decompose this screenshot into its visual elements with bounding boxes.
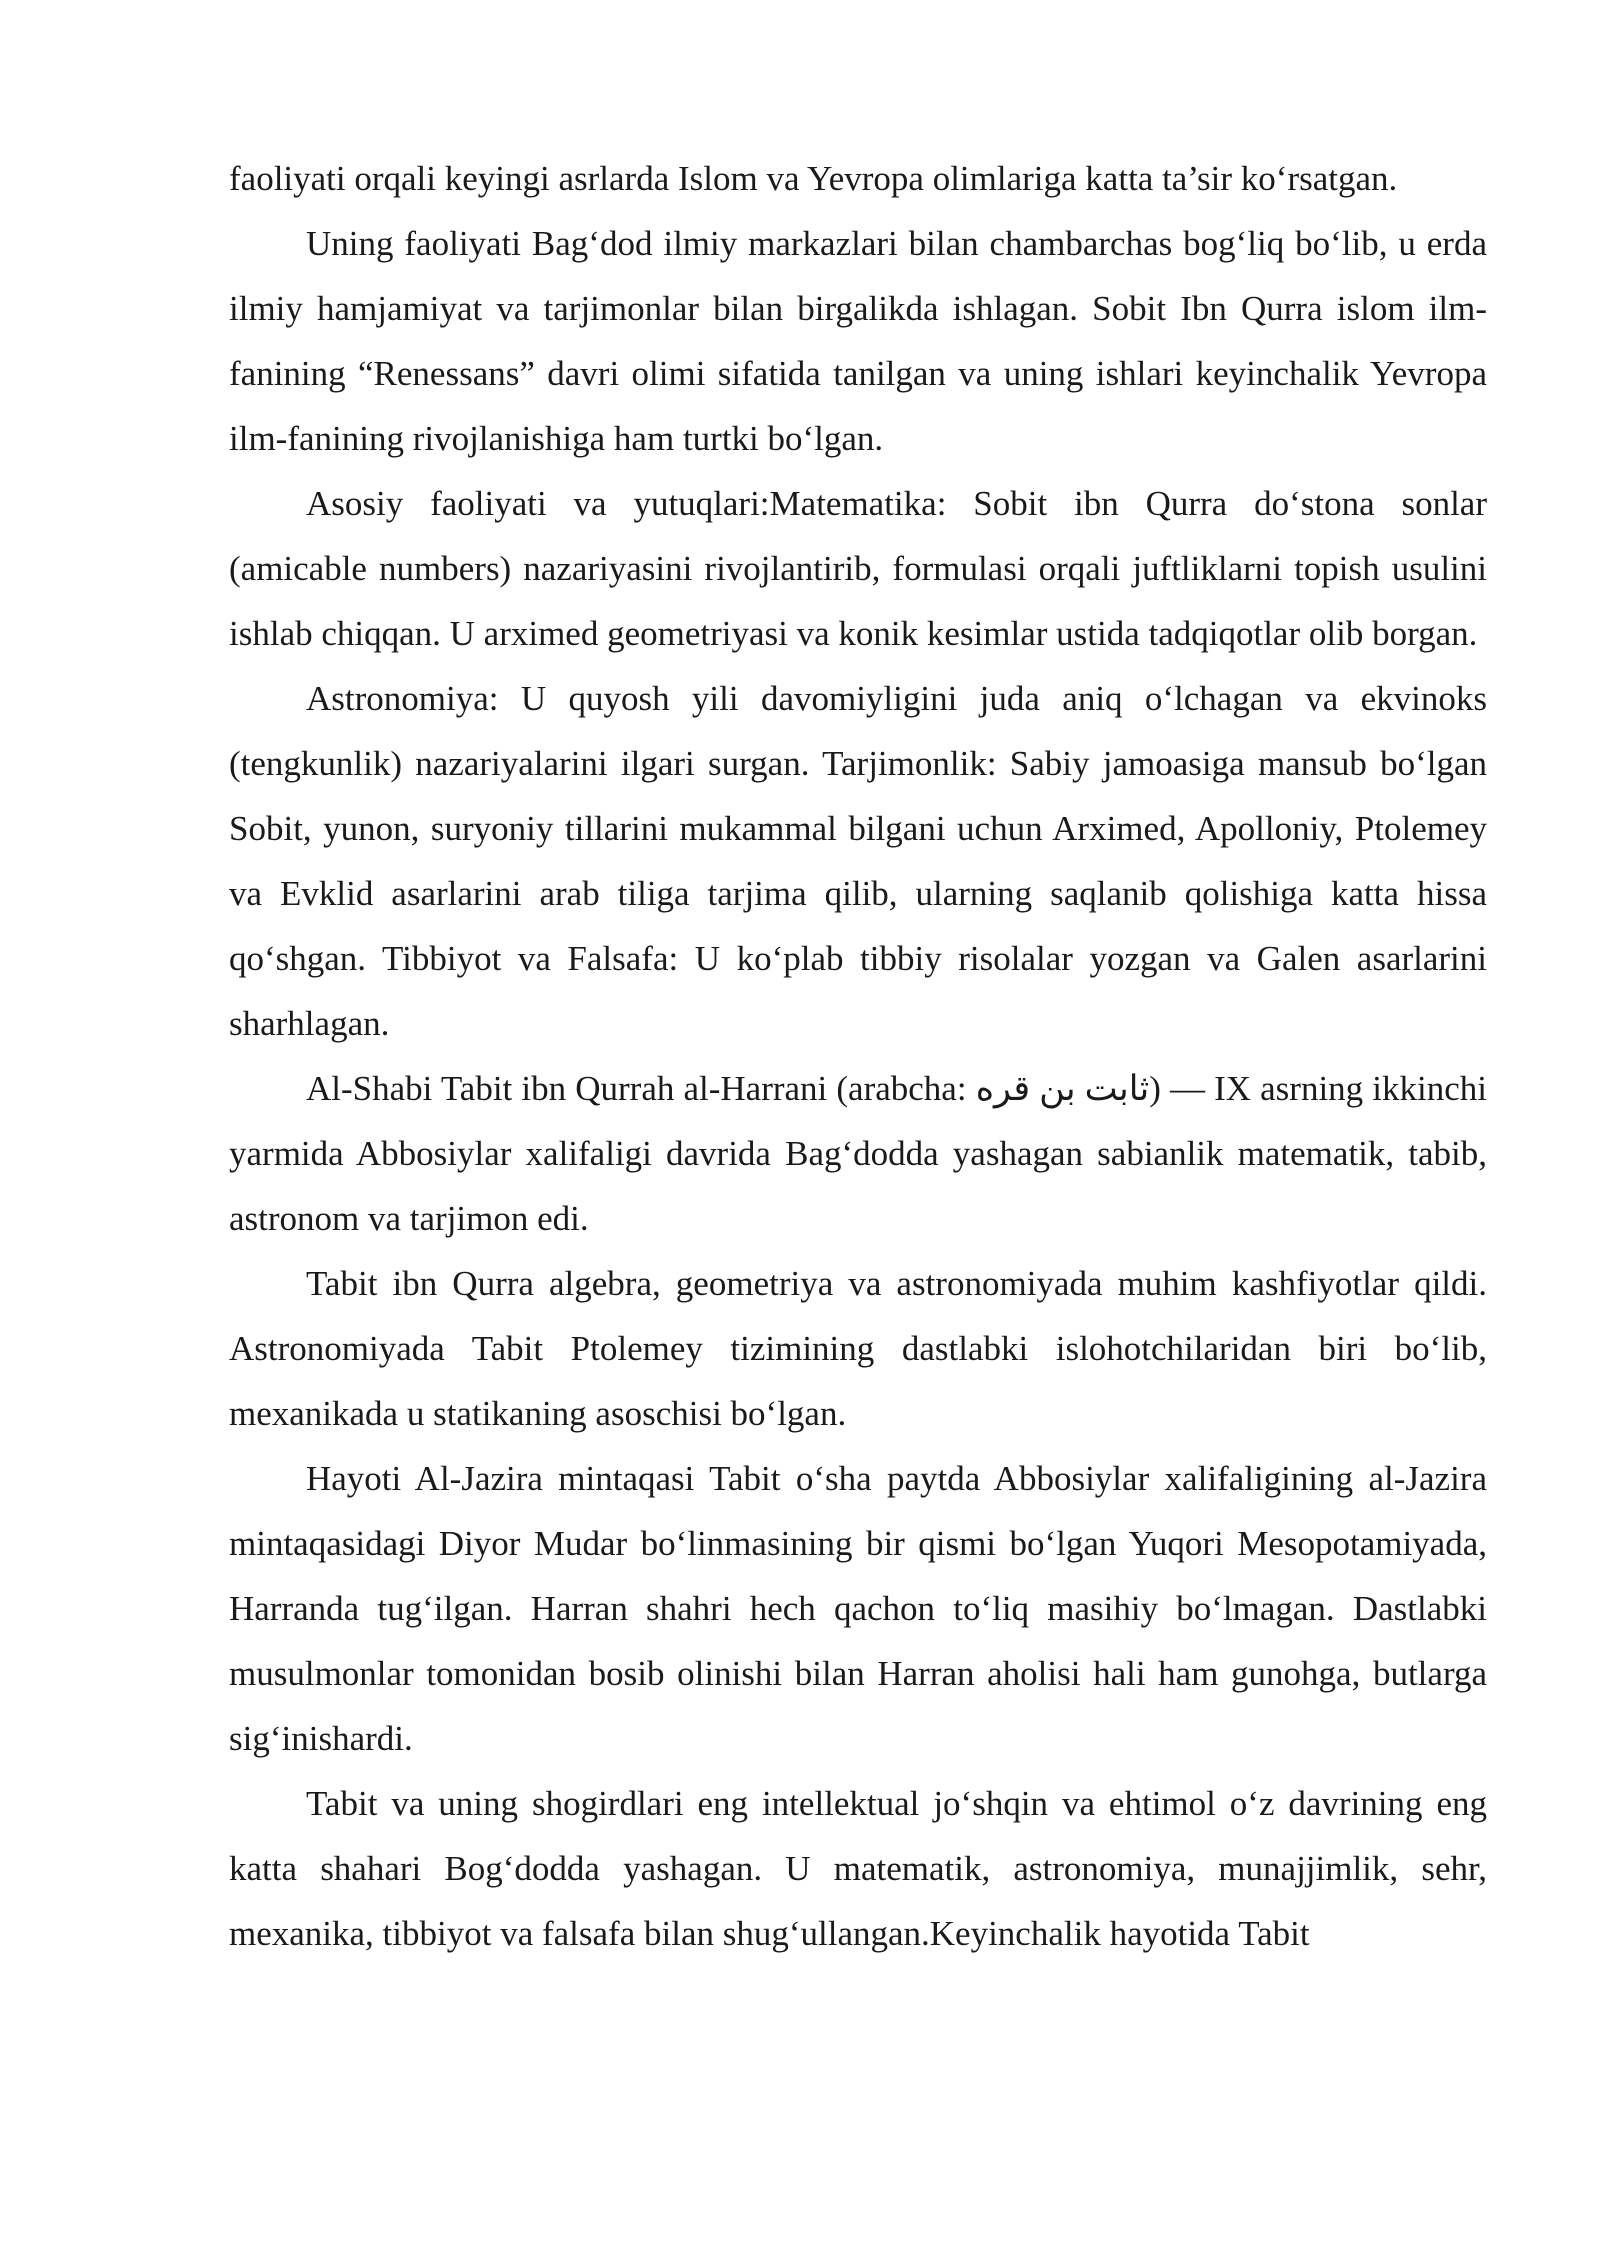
paragraph: Hayoti Al-Jazira mintaqasi Tabit o‘sha paytda Abbosiylar xalifaligining al-Jazira mintaqasidagi Diyor Mudar bo‘linmasining bir qismi bo‘lgan Yuqori Mesopotamiyada, Harranda tug‘ilgan. Harran shahri hech qachon to‘liq masihiy bo‘lmagan. Dastlabki musulmonlar tomonidan bosib olinishi bilan Harran aholisi hali ham gunohga, butlarga sig‘inishardi.: [229, 1459, 1487, 1758]
paragraph: Asosiy faoliyati va yutuqlari:Matematika: Sobit ibn Qurra do‘stona sonlar (amicable numbers) nazariyasini rivojlantirib, formulasi orqali juftliklarni topish usulini ishlab chiqqan. U arximed geometriyasi va konik kesimlar ustida tadqiqotlar olib borgan.: [229, 484, 1487, 653]
paragraph: Tabit va uning shogirdlari eng intellektual jo‘shqin va ehtimol o‘z davrining eng katta shahari Bog‘dodda yashagan. U matematik, astronomiya, munajjimlik, sehr, mexanika, tibbiyot va falsafa bilan shug‘ullangan.Keyinchalik hayotida Tabit: [229, 1784, 1487, 1953]
document-body: [229, 146, 1487, 1966]
paragraph-continuation: faoliyati orqali keyingi asrlarda Islom va Yevropa olimlariga katta ta’sir ko‘rsatgan.: [229, 159, 1398, 198]
paragraph: Al-Shabi Tabit ibn Qurrah al-Harrani (arabcha: ثابت بن قره) — IX asrning ikkinchi yarmida Abbosiylar xalifaligi davrida Bag‘dodda yashagan sabianlik matematik, tabib, astronom va tarjimon edi.: [229, 1069, 1487, 1238]
paragraph: Uning faoliyati Bag‘dod ilmiy markazlari bilan chambarchas bog‘liq bo‘lib, u erda ilmiy hamjamiyat va tarjimonlar bilan birgalikda ishlagan. Sobit Ibn Qurra islom ilm-fanining “Renessans” davri olimi sifatida tanilgan va uning ishlari keyinchalik Yevropa ilm-fanining rivojlanishiga ham turtki bo‘lgan.: [229, 224, 1487, 458]
paragraph: Astronomiya: U quyosh yili davomiyligini juda aniq o‘lchagan va ekvinoks (tengkunlik) nazariyalarini ilgari surgan. Tarjimonlik: Sabiy jamoasiga mansub bo‘lgan Sobit, yunon, suryoniy tillarini mukammal bilgani uchun Arximed, Apolloniy, Ptolemey va Evklid asarlarini arab tiliga tarjima qilib, ularning saqlanib qolishiga katta hissa qo‘shgan. Tibbiyot va Falsafa: U ko‘plab tibbiy risolalar yozgan va Galen asarlarini sharhlagan.: [229, 679, 1487, 1043]
paragraph: Tabit ibn Qurra algebra, geometriya va astronomiyada muhim kashfiyotlar qildi. Astronomiyada Tabit Ptolemey tizimining dastlabki islohotchilaridan biri bo‘lib, mexanikada u statikaning asoschisi bo‘lgan.: [229, 1264, 1487, 1433]
